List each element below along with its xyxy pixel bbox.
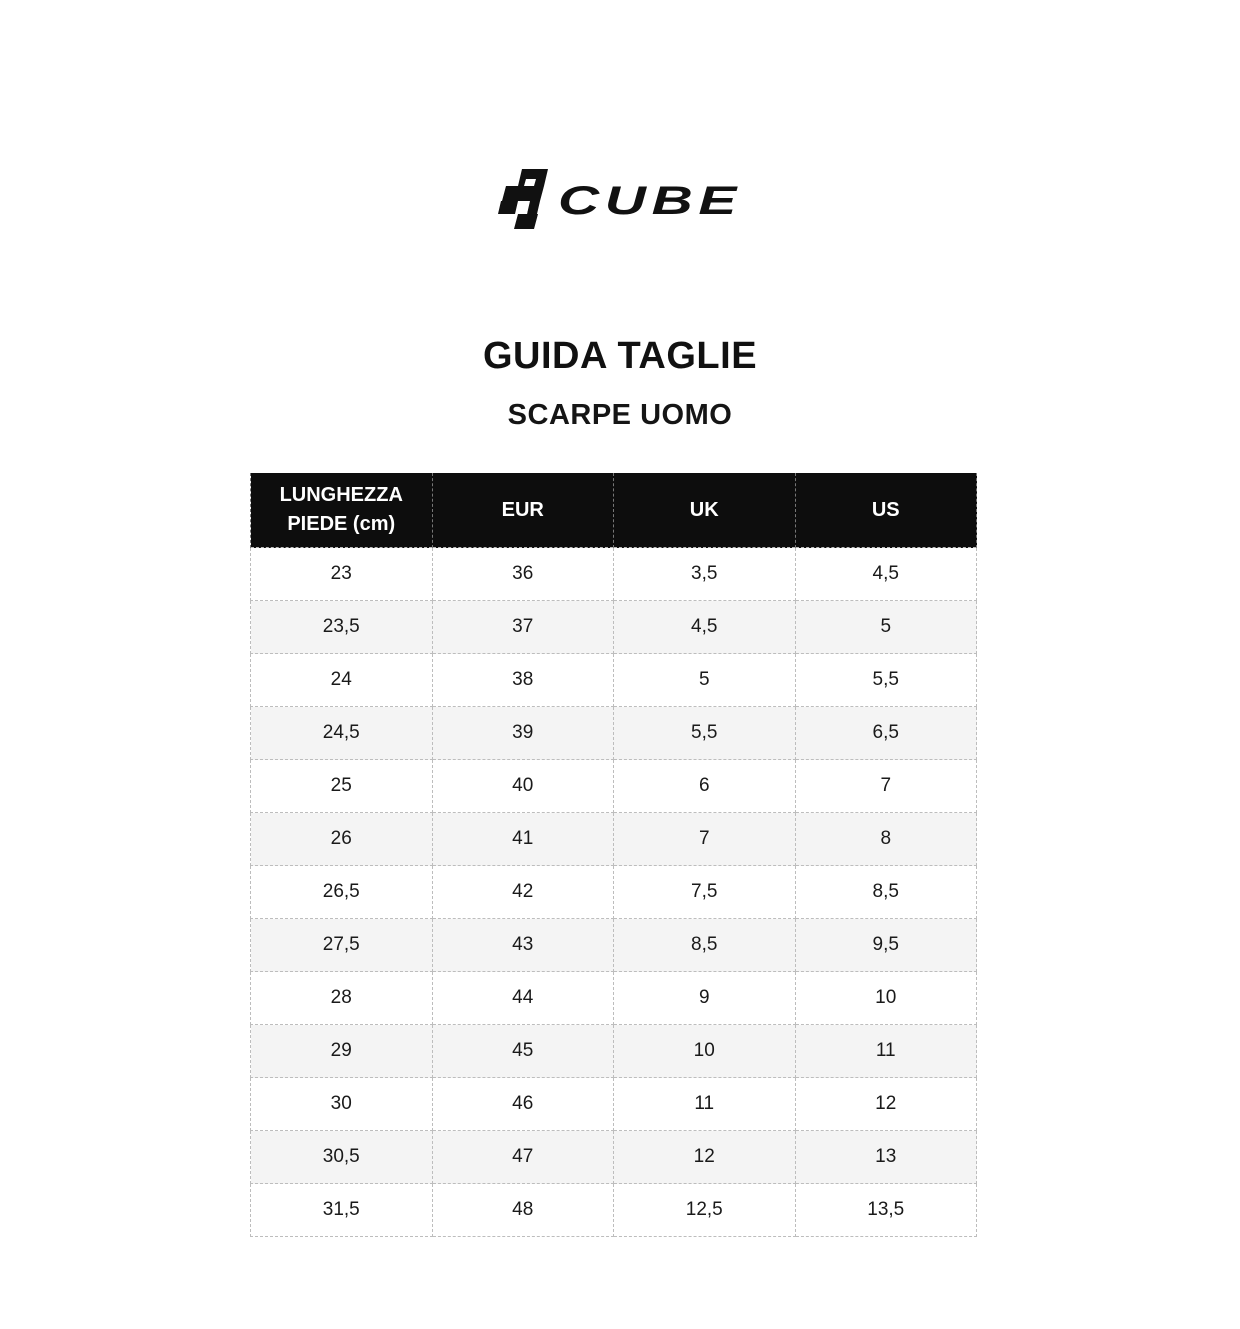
- table-cell: 30: [251, 1078, 433, 1131]
- table-cell: 43: [432, 919, 614, 972]
- column-header: LUNGHEZZA PIEDE (cm): [251, 473, 433, 548]
- table-cell: 5,5: [614, 707, 796, 760]
- table-cell: 48: [432, 1184, 614, 1237]
- table-row: [251, 866, 977, 919]
- table-cell: 5: [795, 601, 977, 654]
- table-cell: 9: [614, 972, 796, 1025]
- table-cell: 6: [614, 760, 796, 813]
- table-cell: 23,5: [251, 601, 433, 654]
- table-cell: 24,5: [251, 707, 433, 760]
- page-title: GUIDA TAGLIE: [482, 335, 758, 377]
- table-row: [251, 548, 977, 601]
- table-row: [251, 1078, 977, 1131]
- table-cell: 38: [432, 654, 614, 707]
- table-cell: 24: [251, 654, 433, 707]
- table-row: [251, 813, 977, 866]
- table-cell: 26,5: [251, 866, 433, 919]
- table-cell: 6,5: [795, 707, 977, 760]
- table-cell: 44: [432, 972, 614, 1025]
- table-row: [251, 919, 977, 972]
- table-cell: 27,5: [251, 919, 433, 972]
- column-header: EUR: [432, 473, 614, 548]
- table-cell: 45: [432, 1025, 614, 1078]
- brand-logo: [498, 166, 748, 232]
- table-cell: 12: [795, 1078, 977, 1131]
- column-header: UK: [614, 473, 796, 548]
- table-cell: 5: [614, 654, 796, 707]
- table-cell: 30,5: [251, 1131, 433, 1184]
- table-cell: 13,5: [795, 1184, 977, 1237]
- table-cell: 41: [432, 813, 614, 866]
- table-cell: 3,5: [614, 548, 796, 601]
- table-cell: 46: [432, 1078, 614, 1131]
- table-body: [251, 548, 977, 1237]
- table-row: [251, 654, 977, 707]
- table-cell: 10: [614, 1025, 796, 1078]
- table-cell: 37: [432, 601, 614, 654]
- table-row: [251, 1131, 977, 1184]
- table-cell: 36: [432, 548, 614, 601]
- table-cell: 13: [795, 1131, 977, 1184]
- table-cell: 25: [251, 760, 433, 813]
- table-cell: 12: [614, 1131, 796, 1184]
- table-cell: 11: [795, 1025, 977, 1078]
- table-row: [251, 1184, 977, 1237]
- table-cell: 5,5: [795, 654, 977, 707]
- table-row: [251, 760, 977, 813]
- table-cell: 4,5: [614, 601, 796, 654]
- table-row: [251, 1025, 977, 1078]
- logo-wordmark: CUBE: [558, 179, 742, 223]
- column-header: US: [795, 473, 977, 548]
- table-cell: 40: [432, 760, 614, 813]
- table-cell: 7: [614, 813, 796, 866]
- table-cell: 10: [795, 972, 977, 1025]
- table-cell: 8: [795, 813, 977, 866]
- table-row: [251, 707, 977, 760]
- table-cell: 9,5: [795, 919, 977, 972]
- table-cell: 12,5: [614, 1184, 796, 1237]
- table-cell: 7,5: [614, 866, 796, 919]
- table-cell: 47: [432, 1131, 614, 1184]
- table-cell: 29: [251, 1025, 433, 1078]
- table-cell: 42: [432, 866, 614, 919]
- page-subtitle: SCARPE UOMO: [507, 399, 733, 431]
- table-cell: 28: [251, 972, 433, 1025]
- table-cell: 7: [795, 760, 977, 813]
- table-cell: 23: [251, 548, 433, 601]
- table-header-row: [251, 473, 977, 548]
- table-cell: 8,5: [795, 866, 977, 919]
- table-row: [251, 601, 977, 654]
- table-cell: 31,5: [251, 1184, 433, 1237]
- table-cell: 39: [432, 707, 614, 760]
- table-cell: 26: [251, 813, 433, 866]
- table-cell: 11: [614, 1078, 796, 1131]
- table-cell: 4,5: [795, 548, 977, 601]
- cube-logo-icon: [498, 166, 748, 232]
- size-table: [250, 473, 977, 1237]
- table-row: [251, 972, 977, 1025]
- table-cell: 8,5: [614, 919, 796, 972]
